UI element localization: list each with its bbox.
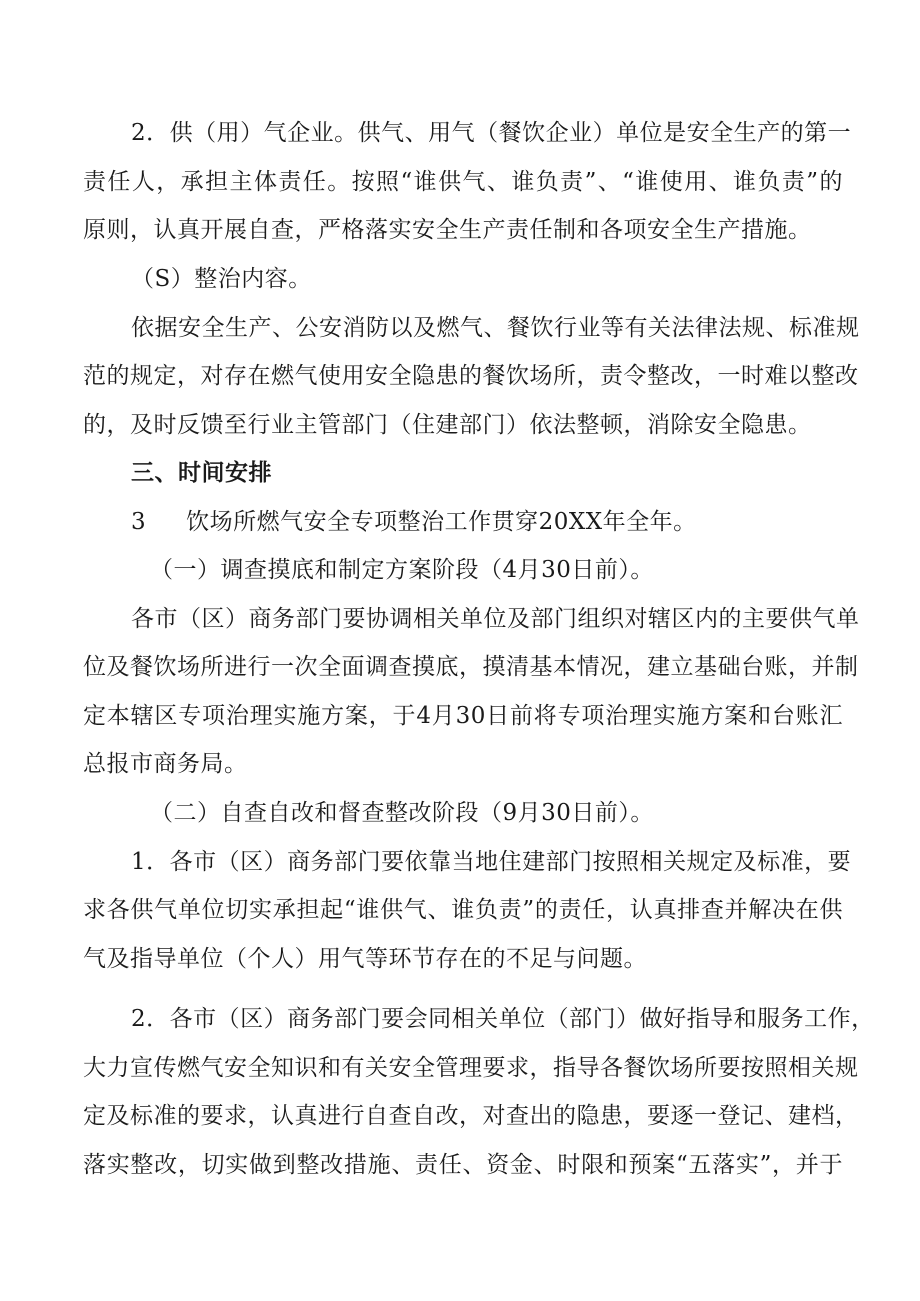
paragraph-5-line-1: 1．各市（区）商务部门要依靠当地住建部门按照相关规定及标准，要 xyxy=(131,849,852,875)
stage-2-heading: （二）自查自改和督查整改阶段（9月30日前）。 xyxy=(150,800,654,826)
paragraph-2-line-2: 范的规定，对存在燃气使用安全隐患的餐饮场所，责令整改，一时难以整改 xyxy=(83,363,859,389)
paragraph-6-line-1: 2．各市（区）商务部门要会同相关单位（部门）做好指导和服务工作， xyxy=(131,1006,875,1032)
stage-1-heading: （一）调查摸底和制定方案阶段（4月30日前）。 xyxy=(150,557,654,583)
paragraph-6-line-3: 定及标准的要求，认真进行自查自改，对查出的隐患，要逐一登记、建档， xyxy=(83,1103,859,1129)
paragraph-4-line-3: 定本辖区专项治理实施方案，于4月30日前将专项治理实施方案和台账汇 xyxy=(83,703,843,729)
paragraph-6-line-4: 落实整改，切实做到整改措施、责任、资金、时限和预案“五落实”，并于 xyxy=(83,1152,843,1178)
paragraph-3-number: 3 xyxy=(131,509,147,535)
paragraph-2-line-1: 依据安全生产、公安消防以及燃气、餐饮行业等有关法律法规、标准规 xyxy=(131,315,860,341)
paragraph-4-line-1: 各市（区）商务部门要协调相关单位及部门组织对辖区内的主要供气单 xyxy=(131,606,860,632)
paragraph-2-line-3: 的，及时反馈至行业主管部门（住建部门）依法整顿，消除安全隐患。 xyxy=(83,412,812,438)
section-3-heading: 三、时间安排 xyxy=(131,460,272,486)
paragraph-3 xyxy=(131,507,891,537)
section-s-heading: （S）整治内容。 xyxy=(131,266,312,292)
paragraph-4-line-4: 总报市商务局。 xyxy=(83,751,248,777)
paragraph-1-line-1: 2．供（用）气企业。供气、用气（餐饮企业）单位是安全生产的第一 xyxy=(131,120,852,146)
paragraph-4-line-2: 位及餐饮场所进行一次全面调查摸底，摸清基本情况，建立基础台账，并制 xyxy=(83,654,859,680)
paragraph-1-line-2: 责任人，承担主体责任。按照“谁供气、谁负责”、“谁使用、谁负责”的 xyxy=(83,169,843,195)
paragraph-6-line-2: 大力宣传燃气安全知识和有关安全管理要求，指导各餐饮场所要按照相关规 xyxy=(83,1055,859,1081)
paragraph-1-line-3: 原则，认真开展自查，严格落实安全生产责任制和各项安全生产措施。 xyxy=(83,217,812,243)
paragraph-5-line-3: 气及指导单位（个人）用气等环节存在的不足与问题。 xyxy=(83,946,647,972)
paragraph-5-line-2: 求各供气单位切实承担起“谁供气、谁负责”的责任，认真排查并解决在供 xyxy=(83,897,843,923)
paragraph-3-text: 饮场所燃气安全专项整治工作贯穿20XX年全年。 xyxy=(186,509,697,535)
